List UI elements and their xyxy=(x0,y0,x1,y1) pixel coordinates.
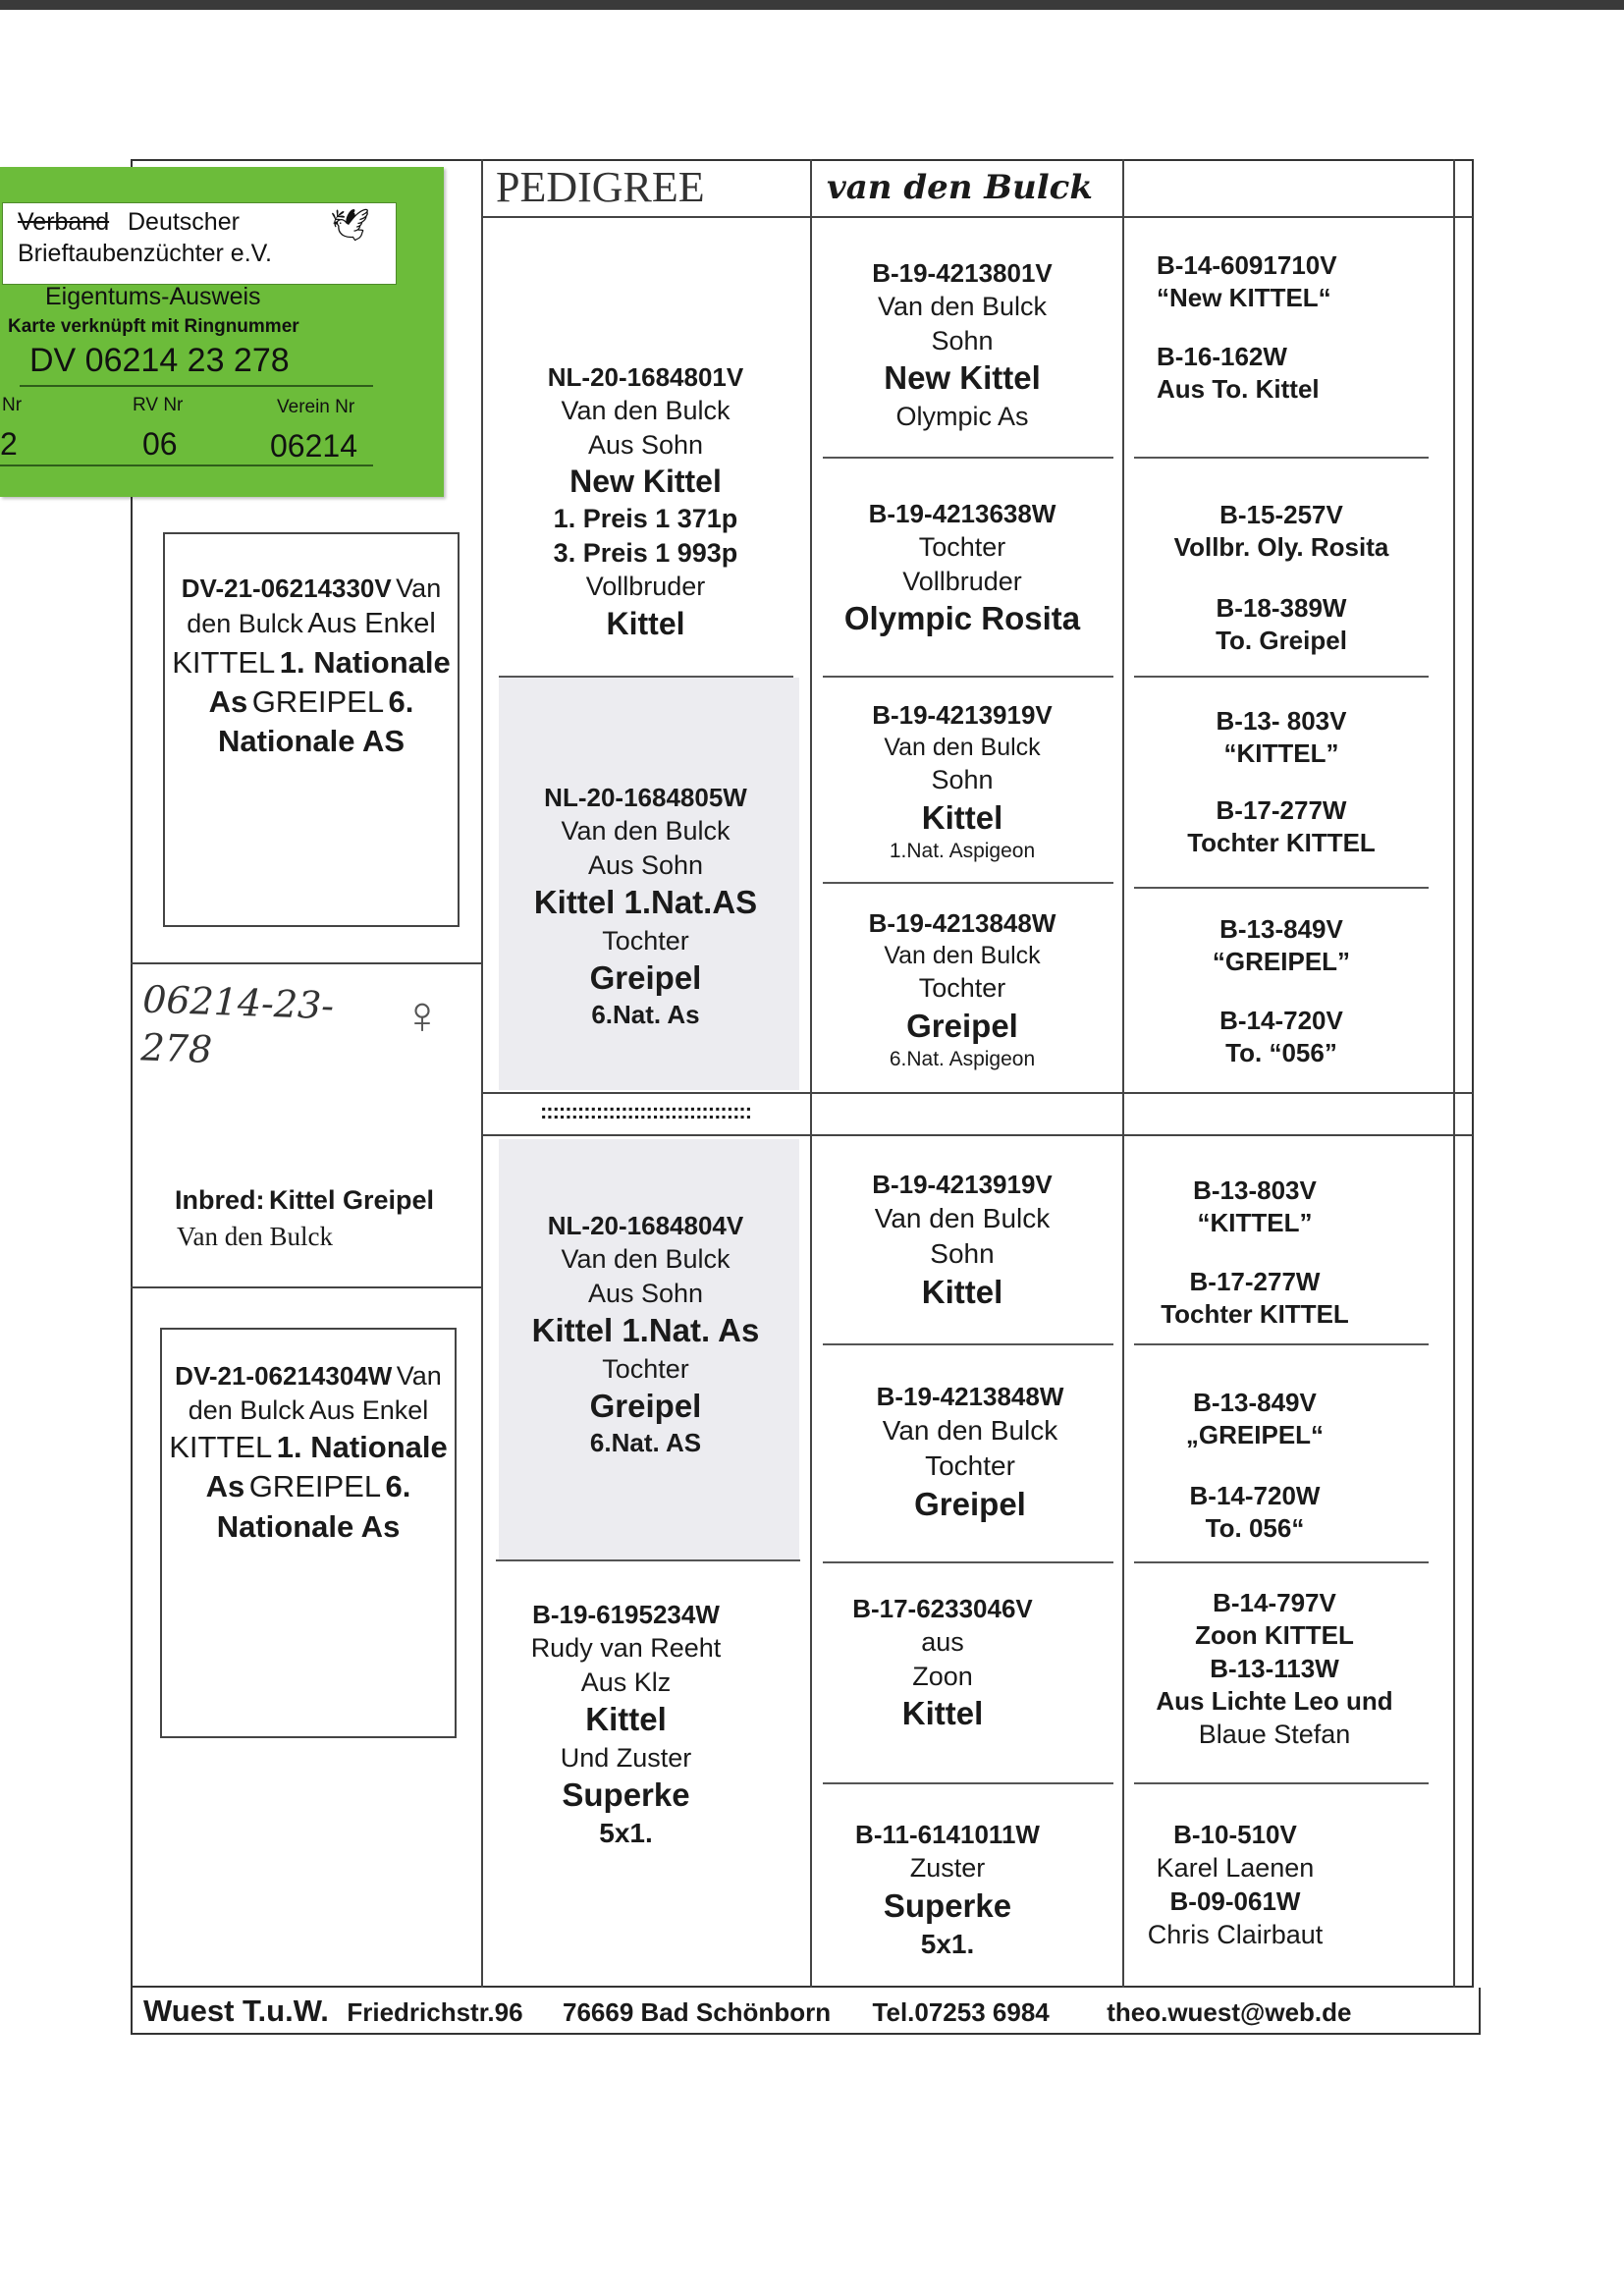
ggp-e xyxy=(1108,1175,1402,1331)
parent-dam-lower xyxy=(486,1210,805,1460)
ggp-b-name2: To. Greipel xyxy=(1216,625,1347,655)
parent-dam-upper xyxy=(486,782,805,1032)
ggp-d-name1: “GREIPEL” xyxy=(1212,947,1351,977)
ggp-d-name2: To. “056” xyxy=(1225,1037,1337,1067)
gp-g-name: Kittel xyxy=(901,1695,984,1732)
ggp-h-ring1: B-10-510V xyxy=(1173,1820,1297,1849)
col3-sep-1 xyxy=(823,457,1113,459)
dam-lower-name: Kittel 1.Nat. As xyxy=(531,1312,760,1349)
gp-e-breeder: Van den Bulck xyxy=(874,1203,1051,1234)
ggp-c xyxy=(1134,705,1429,859)
ggp-e-name2: Tochter KITTEL xyxy=(1161,1298,1349,1329)
dam-lower-rel2: Tochter xyxy=(602,1353,689,1384)
dam-upper-name2: Greipel xyxy=(589,959,702,997)
ggp-f-ring1: B-13-849V xyxy=(1193,1388,1317,1417)
ggp-h xyxy=(1088,1819,1382,1952)
mid-line-top xyxy=(481,1092,1473,1094)
gp-e xyxy=(815,1169,1110,1313)
card-org-line1: Deutscher xyxy=(128,208,240,236)
col4-sep-2 xyxy=(1134,676,1429,678)
ggp-f xyxy=(1108,1387,1402,1545)
gp-c-title: 1.Nat. Aspigeon xyxy=(889,840,1036,863)
bottom-name: Kittel xyxy=(585,1701,667,1738)
gp-e-name: Kittel xyxy=(921,1273,1003,1310)
footer-email: theo.wuest@web.de xyxy=(1107,1997,1352,2027)
sire-relation: Aus Sohn xyxy=(587,429,704,460)
ggp-b xyxy=(1134,499,1429,657)
bottom-rel2: Und Zuster xyxy=(560,1742,692,1773)
ggp-g-name3: Blaue Stefan xyxy=(1198,1720,1351,1750)
mother-breeder: Van den Bulck xyxy=(188,1361,442,1426)
dam-upper-breeder: Van den Bulck xyxy=(561,816,731,847)
gp-g-ring: B-17-6233046V xyxy=(852,1594,1033,1623)
col3-sep-7 xyxy=(823,1782,1113,1784)
card-ring-number: DV 06214 23 278 xyxy=(29,342,290,379)
gp-d-name: Greipel xyxy=(906,1007,1018,1044)
frame-inner-right xyxy=(1453,159,1455,1988)
ggp-a-name1: “New KITTEL“ xyxy=(1157,283,1331,313)
card-subtitle: Karte verknüpft mit Ringnummer xyxy=(8,316,299,337)
gp-b-name: Olympic Rosita xyxy=(843,600,1081,637)
dam-upper-relation: Aus Sohn xyxy=(587,849,704,880)
dam-upper-ring: NL-20-1684805W xyxy=(544,783,747,812)
page-title: PEDIGREE xyxy=(496,163,705,211)
father-ring: DV-21-06214330V xyxy=(181,574,392,603)
gp-c-ring: B-19-4213919V xyxy=(872,700,1053,730)
father-title1: 1. Nationale As xyxy=(208,644,451,720)
sire-name2: Kittel xyxy=(606,605,685,641)
inbred-line xyxy=(175,1183,469,1223)
card-ring-rule xyxy=(20,385,373,387)
card-value-rv: 06 xyxy=(142,426,178,462)
bottom-name2: Superke xyxy=(562,1776,690,1814)
gp-e-rel: Sohn xyxy=(930,1238,995,1270)
card-value-verein: 06214 xyxy=(270,428,357,464)
col4-sep-6 xyxy=(1134,1561,1429,1563)
gp-a-title: Olympic As xyxy=(895,401,1029,431)
gp-g-rel2: Zoon xyxy=(912,1661,973,1691)
handwritten-ring: 06214-23-278 xyxy=(139,977,335,1071)
gp-d xyxy=(815,907,1110,1073)
subject-line-1 xyxy=(131,962,481,964)
card-title: Eigentums-Ausweis xyxy=(45,283,261,310)
gp-h-title: 5x1. xyxy=(920,1929,975,1960)
card-label-rv: RV Nr xyxy=(133,395,184,415)
dotted-divider: :::::::::::::::::::::::::::::::::: xyxy=(539,1099,752,1123)
inbred-label: Inbred: xyxy=(175,1185,265,1215)
col4-sep-3 xyxy=(1134,887,1429,889)
ggp-c-name1: “KITTEL” xyxy=(1223,738,1339,769)
gp-c-breeder: Van den Bulck xyxy=(884,734,1041,762)
gp-a-breeder: Van den Bulck xyxy=(877,292,1048,322)
sire-ring: NL-20-1684801V xyxy=(547,362,744,392)
father-box xyxy=(163,532,460,927)
bottom-title2: 5x1. xyxy=(599,1818,653,1849)
sire-breeder: Van den Bulck xyxy=(561,396,731,426)
ggp-h-ring2: B-09-061W xyxy=(1169,1885,1301,1916)
mother-title1: 1. Nationale As xyxy=(205,1430,448,1504)
parent-bottom xyxy=(466,1599,785,1851)
ggp-a-ring2: B-16-162W xyxy=(1157,341,1287,371)
col3-sep-3 xyxy=(823,882,1113,884)
mother-name2: GREIPEL xyxy=(248,1469,382,1504)
mother-title2: 6. Nationale As xyxy=(216,1469,411,1544)
father-name2: GREIPEL xyxy=(251,684,385,720)
mid-line-bottom xyxy=(481,1134,1473,1136)
gp-b-ring: B-19-4213638W xyxy=(868,499,1056,528)
ggp-f-name1: „GREIPEL“ xyxy=(1185,1420,1325,1450)
gp-a xyxy=(815,257,1110,433)
ggp-e-ring2: B-17-277W xyxy=(1189,1266,1321,1296)
gp-h-name: Superke xyxy=(883,1886,1012,1924)
footer-city: 76669 Bad Schönborn xyxy=(563,1997,832,2027)
ggp-d-ring1: B-13-849V xyxy=(1219,914,1343,944)
ggp-c-ring2: B-17-277W xyxy=(1216,794,1347,825)
ggp-b-ring2: B-18-389W xyxy=(1216,592,1347,623)
female-symbol-icon: ♀ xyxy=(402,986,443,1045)
card-value-nr: 2 xyxy=(0,426,18,462)
ggp-f-ring2: B-14-720W xyxy=(1189,1480,1321,1510)
gp-b-rel2: Vollbruder xyxy=(902,566,1022,596)
father-breeder: Van den Bulck xyxy=(187,574,442,639)
col4-sep-1 xyxy=(1134,457,1429,459)
gp-d-rel: Tochter xyxy=(918,973,1006,1004)
gp-c-rel: Sohn xyxy=(931,765,994,795)
gp-a-rel: Sohn xyxy=(931,325,994,355)
ownership-card xyxy=(0,167,444,497)
gp-e-ring: B-19-4213919V xyxy=(872,1170,1053,1199)
col2-sep-2 xyxy=(496,1559,800,1561)
ggp-e-name1: “KITTEL” xyxy=(1197,1208,1313,1238)
bottom-relation: Aus Klz xyxy=(580,1667,672,1697)
col-divider-3 xyxy=(1122,159,1124,1988)
bottom-breeder: Rudy van Reeht xyxy=(530,1633,722,1664)
bottom-ring: B-19-6195234W xyxy=(532,1600,720,1629)
footer-address xyxy=(143,1990,1469,2033)
dam-lower-breeder: Van den Bulck xyxy=(561,1244,731,1275)
gp-a-name: New Kittel xyxy=(884,359,1041,397)
gp-f xyxy=(823,1381,1117,1525)
ggp-a-name2: Aus To. Kittel xyxy=(1157,373,1320,404)
sire-prize2: 3. Preis 1 993p xyxy=(553,537,738,568)
mother-relation: Aus Enkel xyxy=(308,1395,429,1426)
gp-f-ring: B-19-4213848W xyxy=(876,1382,1064,1411)
ggp-a xyxy=(1139,249,1424,406)
dam-upper-rel2: Tochter xyxy=(602,925,689,956)
gp-f-breeder: Van den Bulck xyxy=(882,1415,1058,1447)
header-bottom-line xyxy=(481,216,1473,218)
gp-f-name: Greipel xyxy=(914,1485,1026,1522)
footer-street: Friedrichstr.96 xyxy=(347,1997,523,2027)
gp-d-title: 6.Nat. Aspigeon xyxy=(889,1048,1036,1071)
ggp-g-name1: Zoon KITTEL xyxy=(1195,1620,1354,1651)
gp-c xyxy=(815,699,1110,865)
ggp-g-ring1: B-14-797V xyxy=(1213,1588,1336,1617)
footer-phone: Tel.07253 6984 xyxy=(872,1997,1050,2027)
gp-g-rel: aus xyxy=(921,1627,964,1658)
ggp-g-name2: Aus Lichte Leo und xyxy=(1156,1685,1393,1716)
dam-upper-title2: 6.Nat. As xyxy=(591,1000,700,1030)
inbred-names: Kittel Greipel xyxy=(268,1185,434,1215)
pigeon-logo-icon: 🕊 xyxy=(330,207,370,243)
dam-upper-name: Kittel 1.Nat.AS xyxy=(533,884,758,921)
ggp-c-name2: Tochter KITTEL xyxy=(1187,827,1376,857)
col3-sep-6 xyxy=(823,1561,1113,1563)
father-relation: Aus Enkel xyxy=(307,608,436,640)
sire-name: New Kittel xyxy=(569,464,722,500)
col2-sep-1 xyxy=(499,676,793,678)
subject-line-2 xyxy=(131,1286,481,1288)
gp-g xyxy=(795,1593,1090,1735)
card-org-line2: Brieftaubenzüchter e.V. xyxy=(18,240,272,267)
gp-c-name: Kittel xyxy=(921,798,1003,836)
mother-name1: KITTEL xyxy=(169,1430,273,1465)
gp-h xyxy=(800,1819,1095,1962)
card-org-struck: Verband xyxy=(18,208,110,236)
gp-d-ring: B-19-4213848W xyxy=(868,908,1056,938)
sire-note: Vollbruder xyxy=(585,572,706,602)
mother-box xyxy=(160,1328,457,1738)
ggp-h-name1: Karel Laenen xyxy=(1156,1853,1315,1884)
dam-lower-relation: Aus Sohn xyxy=(587,1278,704,1308)
inbred-breeder: Van den Bulck xyxy=(177,1222,333,1251)
scan-edge xyxy=(0,0,1624,10)
ggp-f-name2: To. 056“ xyxy=(1205,1512,1305,1543)
father-name1: KITTEL xyxy=(172,644,276,680)
card-label-verein: Verein Nr xyxy=(277,397,355,417)
gp-b-rel: Tochter xyxy=(918,532,1006,563)
footer-name: Wuest T.u.W. xyxy=(143,1994,329,2028)
ggp-e-ring1: B-13-803V xyxy=(1193,1175,1317,1205)
ggp-h-name2: Chris Clairbaut xyxy=(1147,1920,1324,1950)
ggp-c-ring1: B-13- 803V xyxy=(1216,706,1347,736)
gp-a-ring: B-19-4213801V xyxy=(872,258,1053,288)
ggp-d-ring2: B-14-720V xyxy=(1219,1005,1343,1035)
col3-sep-5 xyxy=(823,1343,1113,1345)
gp-d-breeder: Van den Bulck xyxy=(884,942,1041,970)
parent-sire xyxy=(486,361,805,644)
ggp-a-ring1: B-14-6091710V xyxy=(1157,250,1337,280)
gp-h-ring: B-11-6141011W xyxy=(855,1820,1040,1849)
card-value-rule xyxy=(0,464,373,466)
gp-h-rel: Zuster xyxy=(909,1853,986,1884)
col3-sep-2 xyxy=(823,676,1113,678)
ggp-g xyxy=(1127,1587,1422,1752)
sire-prize1: 1. Preis 1 371p xyxy=(553,504,738,534)
ggp-g-ring2: B-13-113W xyxy=(1210,1653,1339,1683)
gp-f-rel: Tochter xyxy=(925,1450,1015,1482)
card-label-nr: Nr xyxy=(2,395,23,415)
breeder-script-title: van den Bulck xyxy=(827,168,1093,207)
dam-lower-name2: Greipel xyxy=(589,1388,702,1425)
col4-sep-7 xyxy=(1134,1782,1429,1784)
ggp-d xyxy=(1134,913,1429,1069)
dam-lower-title2: 6.Nat. AS xyxy=(589,1428,702,1458)
ggp-b-ring1: B-15-257V xyxy=(1219,500,1343,529)
mother-ring: DV-21-06214304W xyxy=(175,1361,393,1391)
col4-sep-5 xyxy=(1134,1343,1429,1345)
ggp-b-name1: Vollbr. Oly. Rosita xyxy=(1173,532,1389,563)
dam-lower-ring: NL-20-1684804V xyxy=(547,1211,744,1240)
gp-b xyxy=(815,498,1110,640)
father-title2: 6. Nationale AS xyxy=(217,684,414,759)
